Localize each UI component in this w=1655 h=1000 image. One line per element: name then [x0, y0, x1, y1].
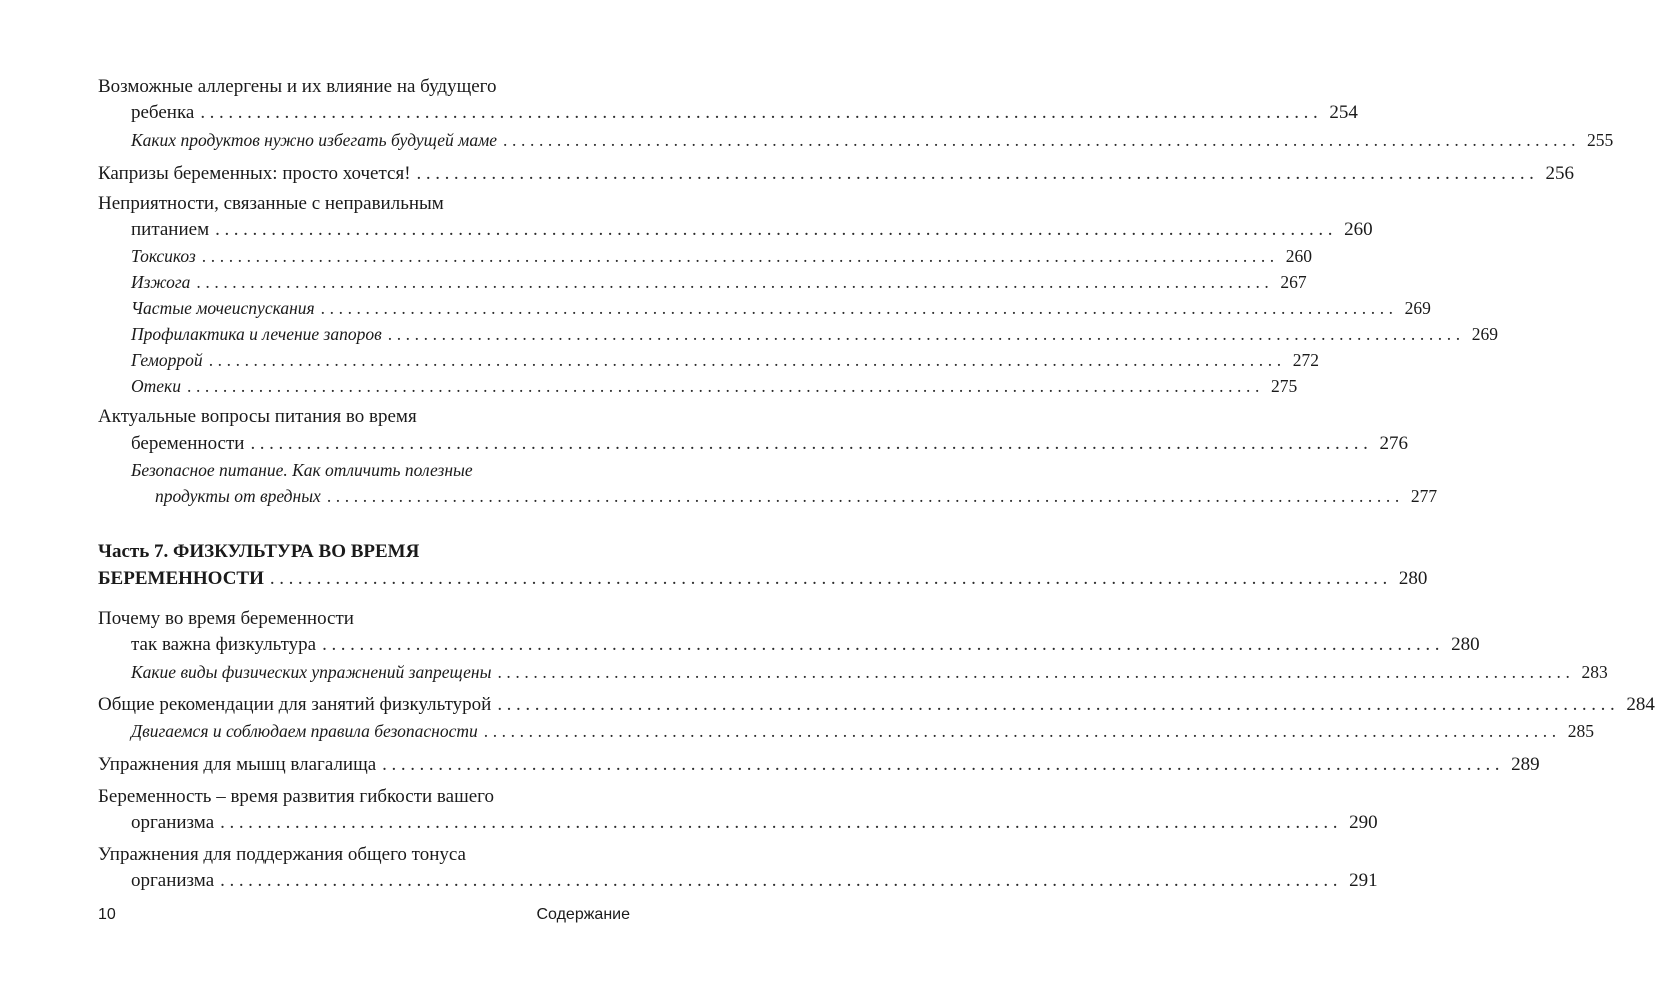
toc-page-number: 255	[1587, 130, 1614, 150]
toc-entry-text: Какие виды физических упражнений запрещены	[131, 662, 492, 682]
toc-subentry[interactable]	[131, 270, 1307, 294]
toc-entry-text: Упражнения для мышц влагалища	[98, 754, 377, 775]
toc-page-number: 284	[1626, 694, 1655, 715]
toc-entry-title-line	[98, 607, 630, 631]
toc-page-number: 269	[1404, 298, 1431, 318]
leader-dots: ........................................................................................................................	[220, 870, 1343, 891]
part-heading-text: Часть 7. ФИЗКУЛЬТУРА ВО ВРЕМЯ	[98, 541, 420, 562]
leader-dots: ........................................................................................................................	[208, 350, 1286, 370]
toc-entry-text: организма	[131, 812, 215, 833]
leader-dots: ........................................................................................................................	[382, 754, 1505, 775]
toc-entry[interactable]	[98, 753, 1540, 777]
toc-entry-text: Неприятности, связанные с неправильным	[98, 193, 444, 214]
toc-entry-text: Изжога	[131, 272, 191, 292]
leader-dots: ........................................................................................................................	[497, 694, 1620, 715]
toc-page-number: 280	[1398, 568, 1428, 589]
toc-entry-text: продукты от вредных	[155, 486, 321, 506]
toc-entry-text: Частые мочеиспускания	[131, 298, 315, 318]
toc-page-number: 280	[1451, 634, 1480, 655]
leader-dots: ........................................................................................................................	[196, 272, 1274, 292]
toc-entry-text: Капризы беременных: просто хочется!	[98, 163, 411, 184]
toc-entry-text: питанием	[131, 219, 210, 240]
leader-dots: ........................................................................................................................	[497, 662, 1575, 682]
leader-dots: ........................................................................................................................	[200, 102, 1323, 123]
toc-entry-title-line	[98, 843, 630, 867]
toc-entry[interactable]	[98, 162, 1575, 186]
toc-entry[interactable]	[131, 218, 1373, 242]
part-heading-entry[interactable]	[98, 567, 1428, 591]
toc-entry-text: Возможные аллергены и их влияние на будущего	[98, 76, 497, 97]
toc-entry-text: Профилактика и лечение запоров	[131, 324, 382, 344]
toc-subentry[interactable]	[131, 296, 1431, 320]
toc-entry-title-line	[98, 405, 630, 429]
footer-page-number: 10	[98, 906, 116, 923]
toc-entry-text: Почему во время беременности	[98, 608, 354, 629]
toc-entry-title-line	[98, 785, 630, 809]
leader-dots: ........................................................................................................................	[215, 219, 1338, 240]
toc-entry[interactable]	[131, 432, 1408, 456]
toc-page-number: 289	[1511, 754, 1540, 775]
toc-entry-text: Общие рекомендации для занятий физкультурой	[98, 694, 492, 715]
leader-dots: ........................................................................................................................	[322, 634, 1445, 655]
toc-entry[interactable]	[131, 101, 1358, 125]
toc-entry-text: Геморрой	[131, 350, 203, 370]
toc-entry[interactable]	[131, 869, 1378, 893]
toc-subentry[interactable]	[131, 719, 1594, 743]
leader-dots: ........................................................................................................................	[416, 163, 1539, 184]
toc-page-number: 291	[1349, 870, 1378, 891]
toc-page-number: 267	[1280, 272, 1307, 292]
toc-entry-text: Безопасное питание. Как отличить полезные	[131, 460, 473, 480]
toc-page-number: 260	[1285, 246, 1313, 266]
toc-entry[interactable]	[131, 633, 1480, 657]
leader-dots: ........................................................................................................................	[250, 433, 1373, 454]
toc-page-number: 275	[1270, 376, 1298, 396]
toc-page-number: 256	[1545, 163, 1575, 184]
toc-page-number: 269	[1471, 324, 1498, 344]
toc-entry-title-line	[98, 75, 630, 99]
toc-page-number: 283	[1581, 662, 1608, 682]
toc-subentry[interactable]	[131, 128, 1614, 152]
toc-subentry-title-line	[131, 458, 630, 482]
leader-dots: ........................................................................................................................	[483, 721, 1561, 741]
toc-subentry[interactable]	[155, 484, 1438, 508]
leader-dots: ........................................................................................................................	[186, 376, 1264, 396]
toc-page-number: 277	[1410, 486, 1438, 506]
toc-entry[interactable]	[98, 693, 1655, 717]
toc-entry[interactable]	[131, 811, 1378, 835]
part-heading-text: БЕРЕМЕННОСТИ	[98, 568, 264, 589]
part-heading-line	[98, 540, 630, 564]
leader-dots: ........................................................................................................................	[269, 568, 1392, 589]
toc-entry-text: Каких продуктов нужно избегать будущей маме	[131, 130, 498, 150]
toc-entry-text: Упражнения для поддержания общего тонуса	[98, 844, 466, 865]
toc-entry-text: ребенка	[131, 102, 195, 123]
toc-entry-text: беременности	[131, 433, 245, 454]
toc-entry-text: Двигаемся и соблюдаем правила безопасности	[131, 721, 478, 741]
toc-entry-text: так важна физкультура	[131, 634, 317, 655]
toc-subentry[interactable]	[131, 244, 1313, 268]
toc-entry-text: Актуальные вопросы питания во время	[98, 406, 417, 427]
toc-entry-text: Беременность – время развития гибкости вашего	[98, 786, 494, 807]
toc-subentry[interactable]	[131, 322, 1498, 346]
toc-page-number: 254	[1329, 102, 1358, 123]
table-of-contents	[98, 0, 1655, 1000]
toc-page-number: 276	[1379, 433, 1408, 454]
leader-dots: ........................................................................................................................	[220, 812, 1343, 833]
leader-dots: ........................................................................................................................	[503, 130, 1581, 150]
leader-dots: ........................................................................................................................	[320, 298, 1398, 318]
toc-page-number: 285	[1567, 721, 1594, 741]
toc-entry-title-line	[98, 192, 630, 216]
toc-subentry[interactable]	[131, 348, 1319, 372]
leader-dots: ........................................................................................................................	[387, 324, 1465, 344]
toc-subentry[interactable]	[131, 660, 1608, 684]
leader-dots: ........................................................................................................................	[201, 246, 1279, 266]
toc-entry-text: Отеки	[131, 376, 181, 396]
footer-section-title: Содержание	[536, 906, 630, 923]
toc-entry-text: Токсикоз	[131, 246, 196, 266]
toc-page-number: 260	[1344, 219, 1373, 240]
leader-dots: ........................................................................................................................	[326, 486, 1404, 506]
toc-entry-text: организма	[131, 870, 215, 891]
toc-subentry[interactable]	[131, 374, 1298, 398]
toc-page-number: 272	[1292, 350, 1319, 370]
toc-page-number: 290	[1349, 812, 1378, 833]
